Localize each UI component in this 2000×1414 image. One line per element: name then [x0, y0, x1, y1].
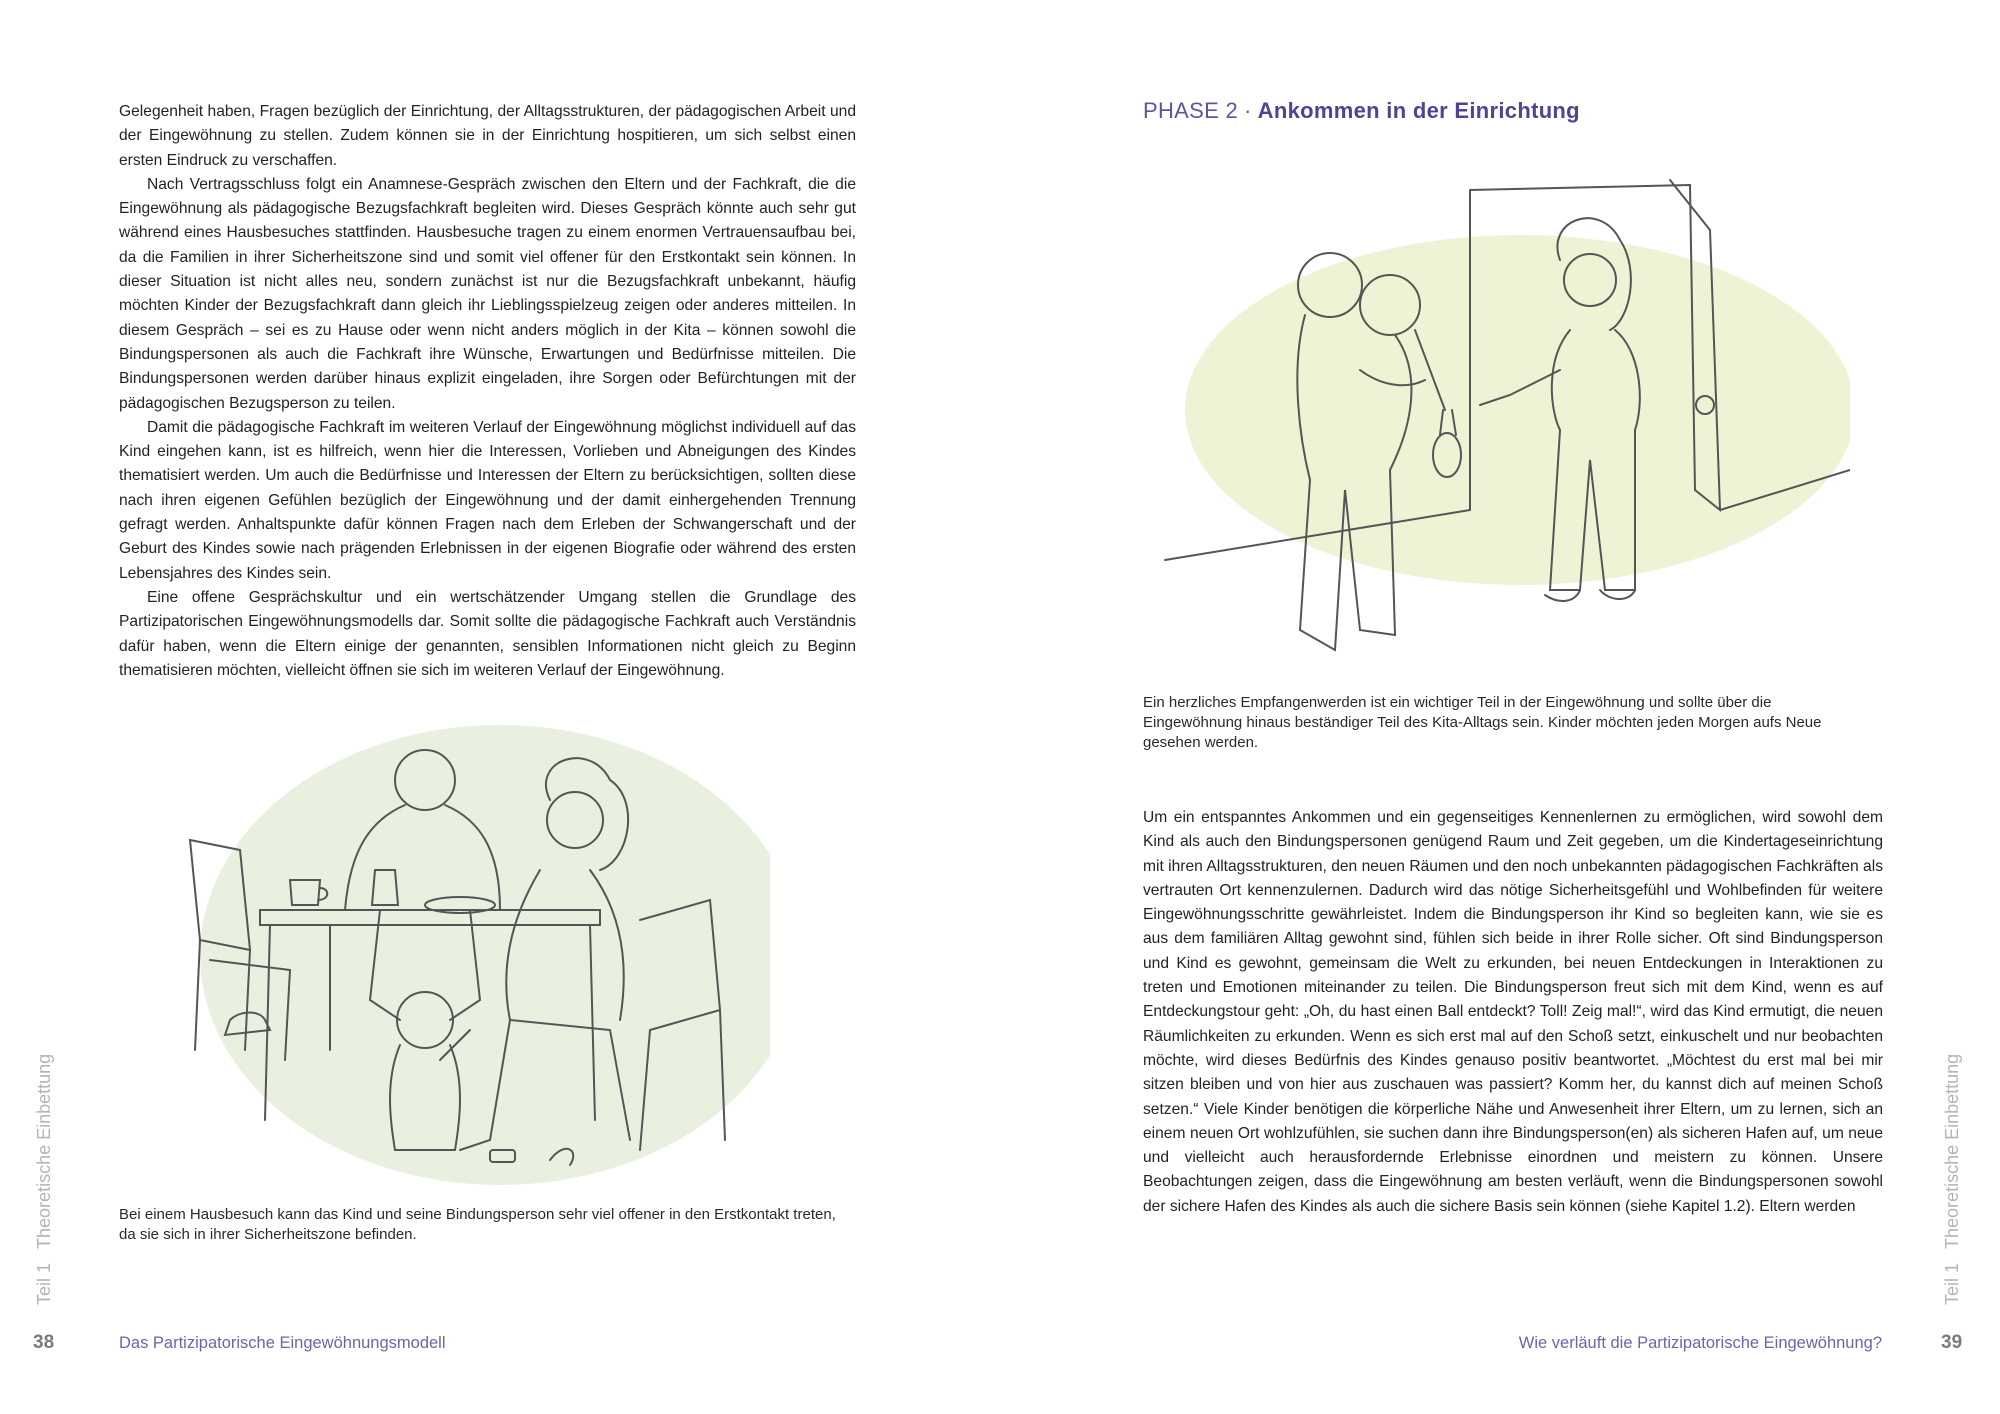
left-side-label-part: Teil 1	[34, 1262, 54, 1305]
right-body-text	[1143, 806, 1883, 1219]
arrival-illustration	[1150, 170, 1850, 680]
right-paragraph-1: Um ein entspanntes Ankommen und ein gegenseitiges Kennenlernen zu ermöglichen, wird sowohl dem Kind als auch den Bindungspersonen genügend Raum und Zeit gegeben, um die Kindertageseinrichtung mit ihren Alltagsstrukturen, den neuen Räumen und den noch unbekannten pädagogischen Fachkräften als vertrauten Ort kennenzulernen. Dadurch wird das nötige Sicherheitsgefühl und Wohlbefinden für weitere Eingewöhnungsschritte gewährleistet. Indem die Bindungsperson ihr Kind so begleiten kann, wie sie es aus dem familiären Alltag gewohnt sind, fühlen sich beide in ihrer Rolle sicher. Oft sind Bindungsperson und Kind es gewohnt, gemeinsam die Welt zu erkunden, bei neuen Entdeckungen in Interaktionen zu treten und Emotionen miteinander zu teilen. Die Bindungsperson freut sich mit dem Kind, wenn es auf Entdeckungstour geht: „Oh, du hast einen Ball entdeckt? Toll! Zeig mal!“, wird das Kind ermutigt, die neuen Räumlichkeiten zu erkunden. Wenn es sich erst mal auf den Schoß setzt, einkuschelt und nur beobachten möchte, wird dieses Bedürfnis des Kindes genauso positiv beantwortet. „Möchtest du erst mal bei mir sitzen bleiben und von hier aus zuschauen was passiert? Komm her, du kannst dich auf meinen Schoß setzen.“ Viele Kinder benötigen die körperliche Nähe und Anwesenheit ihrer Eltern, um zu lernen, sich an einem neuen Ort wohlzufühlen, sie suchen dann ihre Bindungsperson(en) als sicheren Hafen auf, um neue und vielleicht auch herausfordernde Erlebnisse einordnen und meistern zu können. Unsere Beobachtungen zeigen, dass die Eingewöhnung am besten verläuft, wenn die Bindungspersonen sowohl der sichere Hafen des Kindes als auch die sichere Basis sein können (siehe Kapitel 1.2). Eltern werden	[1143, 809, 1883, 1215]
right-page-number: 39	[1941, 1332, 1963, 1353]
right-running-footer: Wie verläuft die Partizipatorische Eingewöhnung?	[1518, 1334, 1882, 1352]
right-figure-caption: Ein herzliches Empfangenwerden ist ein wichtiger Teil in der Eingewöhnung und sollte über die Eingewöhnung hinaus beständiger Teil des Kita-Alltags sein. Kinder möchten jeden Morgen aufs Neue gesehen werden.	[1143, 694, 1822, 751]
phase-separator: ·	[1244, 98, 1252, 123]
left-page-number: 38	[33, 1332, 55, 1353]
home-visit-illustration	[170, 720, 770, 1190]
phase-title: Ankommen in der Einrichtung	[1257, 98, 1580, 123]
right-side-label-title: Theoretische Einbettung	[1942, 1053, 1962, 1249]
left-side-label-title: Theoretische Einbettung	[34, 1053, 54, 1249]
phase-label: PHASE 2	[1143, 98, 1239, 123]
left-side-label	[34, 1054, 55, 1305]
phase-heading	[1143, 98, 1580, 124]
left-paragraph-2: Nach Vertragsschluss folgt ein Anamnese-Gespräch zwischen den Eltern und der Fachkraft, die die Eingewöhnung als pädagogische Bezugsfachkraft begleiten wird. Dieses Gespräch könnte auch sehr gut während eines Hausbesuches stattfinden. Hausbesuche tragen zu einem enormen Vertrauensaufbau bei, da die Familien in ihrer Sicherheitszone sind und somit viel offener für den Erstkontakt sein können. In dieser Situation ist nicht alles neu, sondern zunächst ist nur die Bezugsfachkraft unbekannt, häufig möchten Kinder der Bezugsfachkraft dann gleich ihr Lieblingsspielzeug zeigen oder anderes mitteilen. In diesem Gespräch – sei es zu Hause oder wenn nicht anders möglich in der Kita – können sowohl die Bindungspersonen als auch die Fachkraft ihre Wünsche, Erwartungen und Bedürfnisse mitteilen. Die Bindungspersonen werden darüber hinaus explizit eingeladen, ihre Sorgen oder Befürchtungen mit der pädagogischen Bezugsperson zu teilen.	[119, 175, 856, 412]
left-paragraph-4: Eine offene Gesprächskultur und ein wertschätzender Umgang stellen die Grundlage des Partizipatorischen Eingewöhnungsmodells dar. Somit sollte die pädagogische Fachkraft auch Verständnis dafür haben, wenn die Eltern einige der genannten, sensiblen Informationen nicht gleich zu Beginn thematisieren möchten, vielleicht öffnen sie sich im weiteren Verlauf der Eingewöhnung.	[119, 588, 856, 679]
left-body-text	[119, 100, 856, 683]
right-side-label	[1942, 1054, 1963, 1305]
left-running-footer: Das Partizipatorische Eingewöhnungsmodell	[119, 1334, 446, 1352]
right-side-label-part: Teil 1	[1942, 1262, 1962, 1305]
illustration-background	[1185, 235, 1850, 585]
left-paragraph-3: Damit die pädagogische Fachkraft im weiteren Verlauf der Eingewöhnung möglichst individuell auf das Kind eingehen kann, ist es hilfreich, wenn hier die Interessen, Vorlieben und Abneigungen des Kindes thematisiert werden. Um auch die Bedürfnisse und Interessen der Eltern zu berücksichtigen, sollten diese nach ihren eigenen Gefühlen bezüglich der Eingewöhnung und der damit einhergehenden Trennung gefragt werden. Anhaltspunkte dafür können Fragen nach dem Erleben der Schwangerschaft und der Geburt des Kindes sowie nach prägenden Erlebnissen in der eigenen Biografie oder während des ersten Lebensjahres des Kindes sein.	[119, 418, 856, 582]
left-figure-caption: Bei einem Hausbesuch kann das Kind und seine Bindungsperson sehr viel offener in den Erstkontakt treten, da sie sich in ihrer Sicherheitszone befinden.	[119, 1206, 836, 1243]
illustration-background	[200, 725, 770, 1185]
left-paragraph-1: Gelegenheit haben, Fragen bezüglich der Einrichtung, der Alltagsstrukturen, der pädagogischen Arbeit und der Eingewöhnung zu stellen. Zudem können sie in der Einrichtung hospitieren, um sich selbst einen ersten Eindruck zu verschaffen.	[119, 103, 856, 169]
right-page	[1000, 0, 2000, 1414]
